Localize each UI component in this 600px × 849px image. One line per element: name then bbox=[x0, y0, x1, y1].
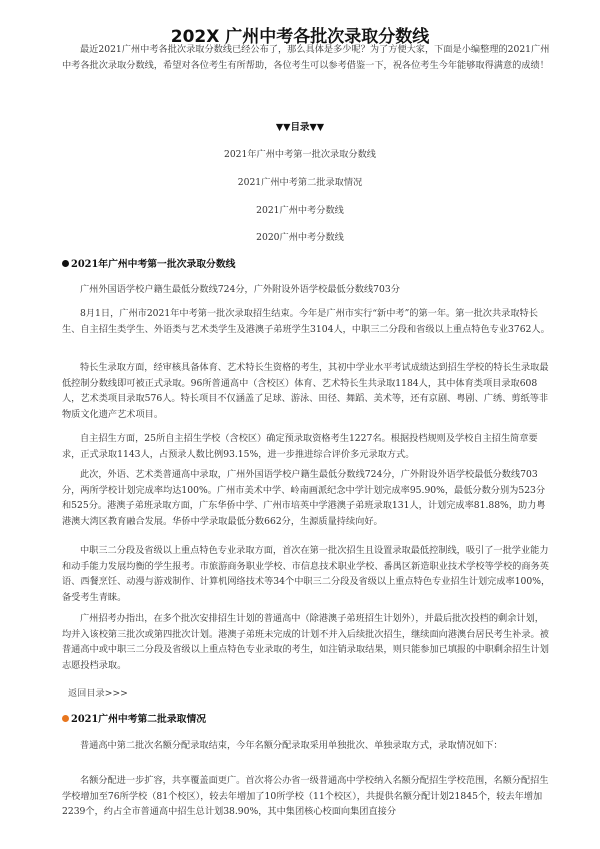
s1-paragraph-6: 中职三二分段及省级以上重点特色专业录取方面，首次在第一批次招生且设置录取最低控制线，吸引了一批学业能力和动手能力发展均衡的学生报考。市旅游商务职业学校、市信息技术职业学校、番禺区新造职业技术学校等学校的商务英语、西餐烹饪、动漫与游戏制作、计算机网络技术等34个中职三二分段及省级以上重点特色专业招生计划完成率100%，备受考生青睐。 bbox=[62, 545, 551, 603]
toc-item-2[interactable]: 2021广州中考第二批录取情况 bbox=[237, 177, 363, 188]
section-1-title: 2021年广州中考第一批次录取分数线 bbox=[71, 259, 236, 270]
page-title: 202X 广州中考各批次录取分数线 bbox=[170, 27, 430, 47]
intro-paragraph: 最近2021广州中考各批次录取分数线已经公布了，那么具体是多少呢？为了方便大家，下面是小编整理的2021广州中考各批次录取分数线，希望对各位考生有所帮助，各位考生可以参考借鉴一下，祝各位考生今年能够取得满意的成绩！ bbox=[62, 44, 550, 71]
section-2-title: 2021广州中考第二批录取情况 bbox=[71, 714, 207, 725]
back-to-toc-link[interactable]: 返回目录>>> bbox=[68, 688, 128, 699]
toc-item-4[interactable]: 2020广州中考分数线 bbox=[256, 232, 344, 243]
s2-paragraph-1: 普通高中第二批次名额分配录取结束，今年名额分配录取采用单独批次、单独录取方式，录取情况如下： bbox=[80, 740, 503, 751]
section-2-heading bbox=[62, 711, 206, 725]
s1-paragraph-7: 广州招考办指出，在多个批次安排招生计划的普通高中（除港澳子弟班招生计划外），并最后批次投档的剩余计划，均并入该校第三批次或第四批次计划。港澳子弟班未完成的计划不并入后续批次招生，继续面向港澳台居民考生补录。被普通高中或中职三二分段及省级以上重点特色专业录取的考生，如注销录取结果，则只能参加已填报的中职剩余招生计划志愿投档录取。 bbox=[62, 613, 549, 671]
toc-item-1[interactable]: 2021年广州中考第一批次录取分数线 bbox=[223, 149, 376, 160]
s1-paragraph-3: 特长生录取方面，经审核具备体育、艺术特长生资格的考生，其初中学业水平考试成绩达到招生学校的特长生录取最低控制分数线即可被正式录取。96所普通高中（含校区）体育、艺术特长生共录取1184人，其中体育类项目录取608人，艺术类项目录取576人。特长项目不仅涵盖了足球、游泳、田径、舞蹈、美术等，还有京剧、粤剧、广绣、剪纸等非物质文化遗产艺术项目。 bbox=[62, 362, 549, 420]
s1-paragraph-2: 8月1日，广州市2021年中考第一批次录取招生结束。今年是广州市实行“新中考”的第一年。第一批次共录取特长生、自主招生类学生、外语类与艺术类学生及港澳子弟班学生3104人，中职三二分段和省级以上重点特色专业3762人。 bbox=[62, 308, 550, 335]
bullet-icon bbox=[62, 260, 69, 267]
s2-paragraph-2: 名额分配进一步扩容，共享覆盖面更广。首次将公办省一级普通高中学校纳入名额分配招生学校范围，名额分配招生学校增加至76所学校（81个校区），较去年增加了10所学校（11个校区），共提供名额分配计划21845个，较去年增加2239个，约占全市普通高中招生总计划38.90%，其中集团核心校面向集团直接分 bbox=[62, 775, 549, 818]
bullet-icon bbox=[62, 715, 69, 722]
s1-paragraph-5: 此次，外语、艺术类普通高中录取，广州外国语学校户籍生最低分数线724分，广外附设外语学校最低分数线703分，两所学校计划完成率均达100%。广州市美术中学、岭南画派纪念中学计划完成率95.90%，最低分数分别为523分和525分。港澳子弟班录取方面，广东华侨中学、广州市培英中学港澳子弟班录取131人，计划完成率81.88%，助力粤港澳大湾区教育融合发展。华侨中学录取最低分数662分，生源质量持续向好。 bbox=[62, 469, 546, 527]
s1-paragraph-1: 广州外国语学校户籍生最低分数线724分，广外附设外语学校最低分数线703分 bbox=[80, 284, 400, 295]
toc-heading: ▼▼目录▼▼ bbox=[275, 122, 325, 133]
section-1-heading bbox=[62, 256, 235, 270]
s1-paragraph-4: 自主招生方面，25所自主招生学校（含校区）确定预录取资格考生1227名。根据投档规则及学校自主招生简章要求，正式录取1143人，占预录人数比例93.15%，进一步推进综合评价多元录取方式。 bbox=[62, 433, 538, 460]
toc-item-3[interactable]: 2021广州中考分数线 bbox=[256, 205, 344, 216]
